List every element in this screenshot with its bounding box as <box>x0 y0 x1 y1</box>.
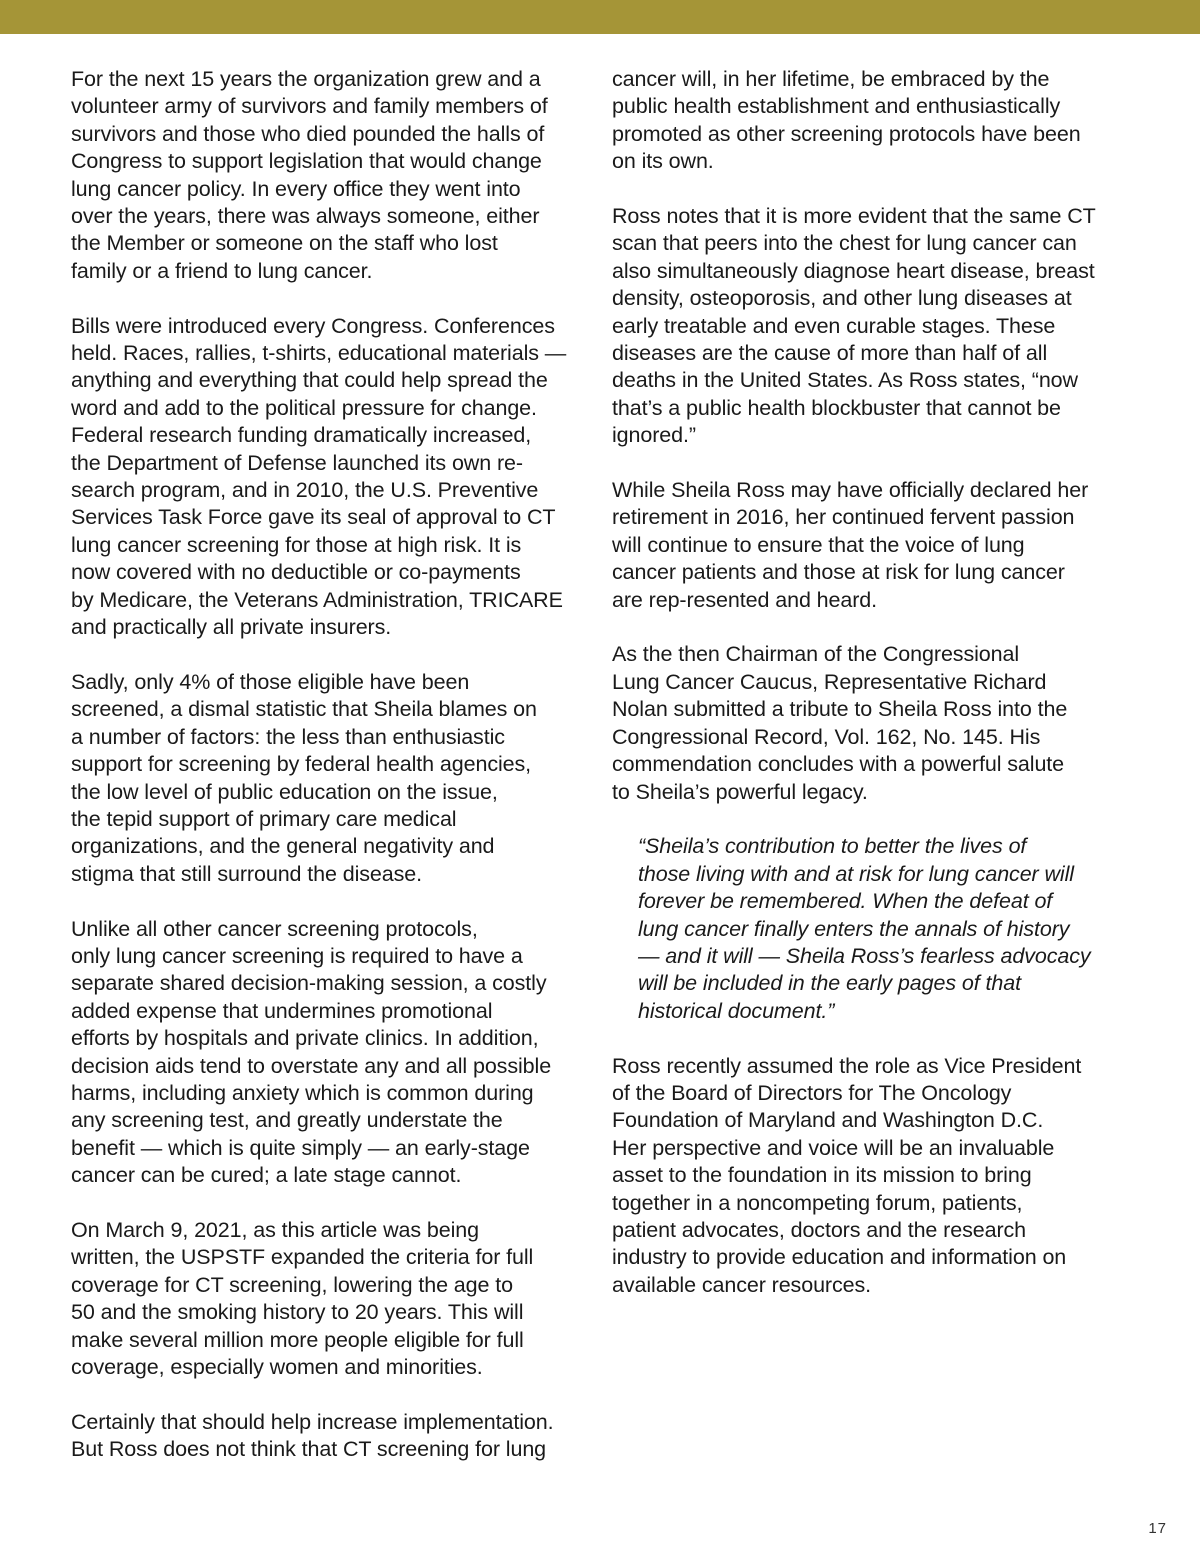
text-line: stigma that still surround the disease. <box>71 861 423 886</box>
text-line: Her perspective and voice will be an invaluable <box>612 1135 1055 1160</box>
text-line: the Department of Defense launched its own re- <box>71 450 523 475</box>
text-line: Ross notes that it is more evident that the same CT <box>612 204 1096 229</box>
text-line: to Sheila’s powerful legacy. <box>612 779 868 804</box>
paragraph-congressional-tribute <box>612 641 1132 805</box>
text-line: cancer will, in her lifetime, be embraced by the <box>612 67 1050 91</box>
text-line: and practically all private insurers. <box>71 615 392 640</box>
text-line: deaths in the United States. As Ross states, “now <box>612 368 1078 393</box>
text-line: patient advocates, doctors and the research <box>612 1217 1027 1242</box>
text-line: Congressional Record, Vol. 162, No. 145. His <box>612 724 1041 749</box>
text-line: Ross recently assumed the role as Vice President <box>612 1053 1082 1078</box>
text-line: Lung Cancer Caucus, Representative Richard <box>612 669 1047 694</box>
text-line: available cancer resources. <box>612 1272 872 1297</box>
text-line: But Ross does not think that CT screening for lung <box>71 1437 547 1462</box>
text-line: Congress to support legislation that would change <box>71 149 542 174</box>
text-line: family or a friend to lung cancer. <box>71 258 373 283</box>
text-line: of the Board of Directors for The Oncology <box>612 1080 1012 1105</box>
text-line: Federal research funding dramatically increased, <box>71 423 532 448</box>
text-line: coverage for CT screening, lowering the age to <box>71 1272 513 1297</box>
text-line: anything and everything that could help spread the <box>71 368 548 393</box>
text-line: that’s a public health blockbuster that cannot be <box>612 395 1061 420</box>
paragraph-continuation <box>612 66 1132 176</box>
paragraph-organization-growth <box>71 66 593 285</box>
text-line: a number of factors: the less than enthusiastic <box>71 724 505 749</box>
text-line: While Sheila Ross may have officially declared her <box>612 478 1089 503</box>
text-line: promoted as other screening protocols have been <box>612 121 1081 146</box>
text-line: scan that peers into the chest for lung cancer can <box>612 231 1077 256</box>
text-line: asset to the foundation in its mission to bring <box>612 1163 1032 1188</box>
text-line: are rep-resented and heard. <box>612 587 878 612</box>
text-line: commendation concludes with a powerful salute <box>612 752 1065 777</box>
text-line: coverage, especially women and minorities. <box>71 1355 483 1380</box>
text-line: by Medicare, the Veterans Administration, TRICARE <box>71 587 563 612</box>
text-line: density, osteoporosis, and other lung diseases at <box>612 286 1072 311</box>
page-number: 17 <box>1148 1520 1167 1537</box>
text-line: public health establishment and enthusiastically <box>612 94 1061 119</box>
text-line: any screening test, and greatly understate the <box>71 1108 503 1133</box>
text-line: For the next 15 years the organization grew and a <box>71 67 541 91</box>
text-line: lung cancer policy. In every office they went into <box>71 176 521 201</box>
top-accent-bar <box>0 0 1200 34</box>
text-line: Foundation of Maryland and Washington D.C. <box>612 1108 1044 1133</box>
quote-line: historical document.” <box>638 998 835 1023</box>
paragraph-new-role <box>612 1053 1132 1300</box>
text-line: harms, including anxiety which is common during <box>71 1080 534 1105</box>
text-line: early treatable and even curable stages. These <box>612 313 1056 338</box>
text-line: word and add to the political pressure for change. <box>71 395 537 420</box>
text-line: only lung cancer screening is required to have a <box>71 943 523 968</box>
text-line: Unlike all other cancer screening protocols, <box>71 916 478 941</box>
text-line: On March 9, 2021, as this article was being <box>71 1218 479 1242</box>
left-text-column <box>71 66 593 1491</box>
text-line: ignored.” <box>612 423 696 448</box>
text-line: make several million more people eligible for full <box>71 1327 524 1352</box>
text-line: Certainly that should help increase implementation. <box>71 1409 554 1434</box>
paragraph-screening-protocols <box>71 916 593 1190</box>
text-line: on its own. <box>612 149 714 174</box>
text-line: over the years, there was always someone, either <box>71 204 540 229</box>
text-line: cancer patients and those at risk for lung cancer <box>612 560 1065 585</box>
quote-line: forever be remembered. When the defeat of <box>638 889 1053 914</box>
text-line: benefit — which is quite simply — an early-stage <box>71 1135 530 1160</box>
text-line: support for screening by federal health agencies, <box>71 752 532 777</box>
paragraph-implementation <box>71 1409 593 1464</box>
quote-line: will be included in the early pages of that <box>638 971 1021 996</box>
paragraph-bills-introduced <box>71 313 593 642</box>
text-line: held. Races, rallies, t-shirts, educational materials — <box>71 341 567 366</box>
text-line: As the then Chairman of the Congressional <box>612 642 1020 667</box>
text-line: together in a noncompeting forum, patients, <box>612 1190 1023 1215</box>
paragraph-ct-scan-benefits <box>612 203 1132 450</box>
paragraph-retirement <box>612 477 1132 614</box>
text-line: volunteer army of survivors and family members of <box>71 94 548 119</box>
text-line: the tepid support of primary care medical <box>71 806 457 831</box>
quote-line: “Sheila’s contribution to better the lives of <box>638 834 1027 859</box>
text-line: search program, and in 2010, the U.S. Preventive <box>71 478 539 503</box>
text-line: diseases are the cause of more than half of all <box>612 341 1048 366</box>
text-line: Bills were introduced every Congress. Conferences <box>71 313 555 338</box>
text-line: the Member or someone on the staff who lost <box>71 231 498 256</box>
text-line: Services Task Force gave its seal of approval to CT <box>71 505 556 530</box>
text-line: survivors and those who died pounded the halls of <box>71 121 545 146</box>
text-line: separate shared decision-making session, a costly <box>71 971 547 996</box>
text-line: Nolan submitted a tribute to Sheila Ross into the <box>612 697 1068 722</box>
text-line: Sadly, only 4% of those eligible have been <box>71 669 470 694</box>
text-line: screened, a dismal statistic that Sheila blames on <box>71 697 537 722</box>
text-line: written, the USPSTF expanded the criteria for full <box>71 1245 534 1270</box>
paragraph-screening-statistic <box>71 669 593 888</box>
quote-line: lung cancer finally enters the annals of history <box>638 916 1070 941</box>
text-line: decision aids tend to overstate any and all possible <box>71 1053 552 1078</box>
text-line: retirement in 2016, her continued fervent passion <box>612 505 1075 530</box>
text-line: organizations, and the general negativity and <box>71 834 495 859</box>
text-line: will continue to ensure that the voice of lung <box>612 532 1025 557</box>
paragraph-uspstf-update <box>71 1217 593 1381</box>
text-line: the low level of public education on the issue, <box>71 779 498 804</box>
text-line: cancer can be cured; a late stage cannot. <box>71 1163 462 1188</box>
text-line: now covered with no deductible or co-payments <box>71 560 521 585</box>
tribute-quote <box>638 833 1132 1025</box>
text-line: also simultaneously diagnose heart disease, breast <box>612 258 1095 283</box>
text-line: lung cancer screening for those at high risk. It is <box>71 532 522 557</box>
text-line: industry to provide education and information on <box>612 1245 1067 1270</box>
right-text-column <box>612 66 1132 1327</box>
quote-line: those living with and at risk for lung cancer will <box>638 861 1074 886</box>
text-line: added expense that undermines promotional <box>71 998 493 1023</box>
text-line: efforts by hospitals and private clinics. In addition, <box>71 1026 539 1051</box>
quote-line: — and it will — Sheila Ross’s fearless advocacy <box>638 943 1091 968</box>
text-line: 50 and the smoking history to 20 years. This will <box>71 1300 524 1325</box>
